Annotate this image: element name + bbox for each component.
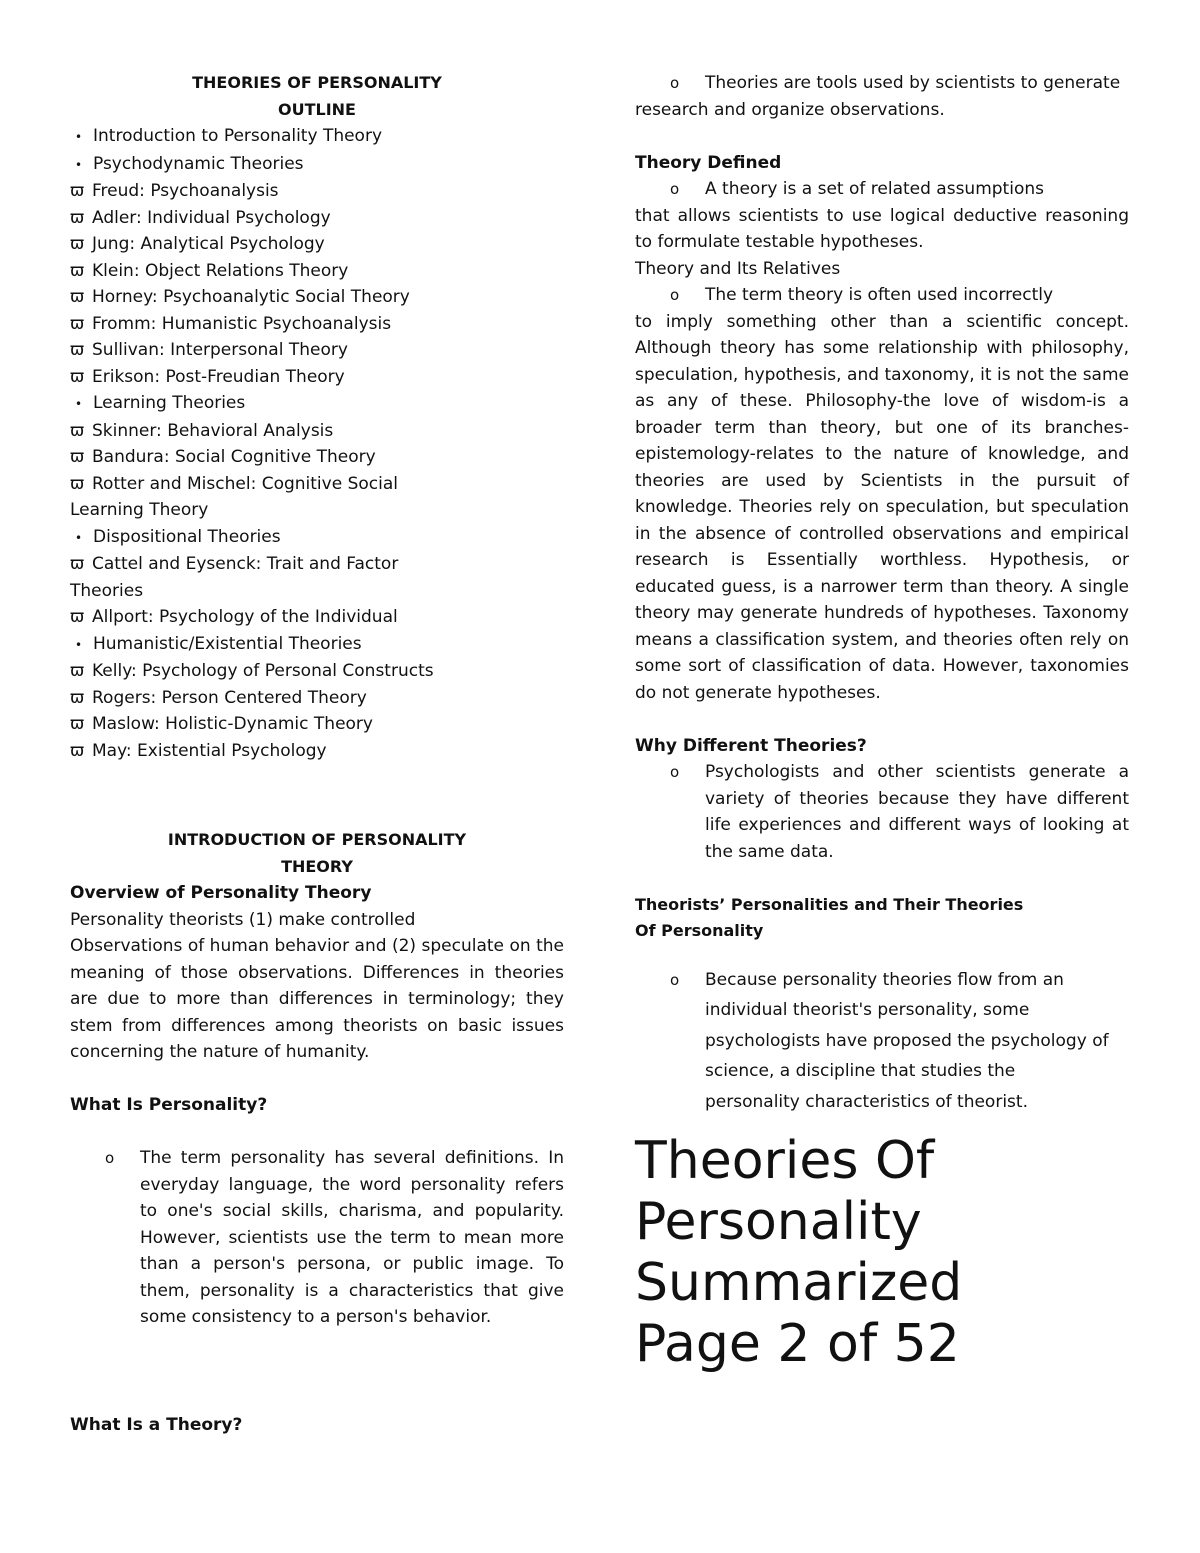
outline-item-text: Maslow: Holistic-Dynamic Theory bbox=[92, 714, 373, 734]
outline-item-text: Learning Theories bbox=[93, 393, 246, 413]
outline-list-item bbox=[70, 364, 564, 391]
outline-section-item bbox=[70, 390, 564, 418]
pi-bullet-icon: ϖ bbox=[70, 661, 85, 681]
outline-item-text: Kelly: Psychology of Personal Constructs bbox=[92, 661, 434, 681]
outline-item-text: Introduction to Personality Theory bbox=[93, 126, 383, 146]
outline-list-item bbox=[70, 337, 564, 364]
pi-bullet-icon: ϖ bbox=[70, 234, 85, 254]
bullet-icon: • bbox=[75, 397, 83, 411]
outline-section-item bbox=[70, 123, 564, 151]
theory-defined-title: Theory Defined bbox=[635, 152, 782, 173]
outline-list bbox=[70, 123, 564, 764]
outline-list-item bbox=[70, 471, 564, 498]
pi-bullet-icon: ϖ bbox=[70, 420, 85, 441]
pi-bullet-icon: ϖ bbox=[70, 473, 85, 494]
outline-list-item bbox=[70, 658, 564, 685]
pi-bullet-icon: ϖ bbox=[70, 740, 85, 761]
outline-item-text: Bandura: Social Cognitive Theory bbox=[92, 447, 376, 467]
pi-bullet-icon: ϖ bbox=[70, 287, 85, 307]
theories-tools-item bbox=[635, 70, 1129, 97]
outline-item-text: Psychodynamic Theories bbox=[93, 153, 304, 174]
what-is-personality-title: What Is Personality? bbox=[70, 1095, 268, 1115]
bullet-icon: • bbox=[75, 637, 83, 652]
outline-item-text: Erikson: Post-Freudian Theory bbox=[92, 366, 345, 387]
theory-defined-text: A theory is a set of related assumptions bbox=[705, 179, 1044, 199]
pi-bullet-icon: ϖ bbox=[70, 447, 85, 467]
theories-tools-text: Theories are tools used by scientists to generate bbox=[705, 73, 1121, 93]
circle-bullet-icon: o bbox=[670, 286, 680, 304]
outline-list-item bbox=[70, 258, 564, 285]
outline-list-item bbox=[70, 231, 564, 258]
theorists-title: Theorists’ Personalities and Their Theories bbox=[635, 894, 1024, 914]
outline-section-item bbox=[70, 524, 564, 552]
bullet-icon: • bbox=[75, 157, 83, 172]
intro-heading-cont: THEORY bbox=[281, 856, 353, 876]
theorists-title-cont: Of Personality bbox=[635, 921, 764, 940]
outline-item-text: Klein: Object Relations Theory bbox=[92, 260, 349, 281]
outline-item-text: Learning Theory bbox=[70, 500, 209, 520]
outline-list-item bbox=[70, 497, 564, 524]
outline-item-text: Jung: Analytical Psychology bbox=[92, 234, 325, 254]
outline-list-item bbox=[70, 551, 564, 578]
bullet-icon: • bbox=[75, 530, 83, 545]
outline-section-item bbox=[70, 631, 564, 659]
relatives-text: The term theory is often used incorrectly bbox=[705, 285, 1054, 305]
what-is-personality-item bbox=[70, 1145, 564, 1331]
outline-list-item bbox=[70, 604, 564, 631]
outline-item-text: Horney: Psychoanalytic Social Theory bbox=[92, 287, 410, 307]
pi-bullet-icon: ϖ bbox=[70, 607, 85, 627]
circle-bullet-icon: o bbox=[670, 74, 680, 92]
right-column bbox=[635, 70, 1129, 1375]
circle-bullet-icon: o bbox=[670, 970, 680, 989]
outline-item-text: Skinner: Behavioral Analysis bbox=[92, 420, 334, 441]
why-title: Why Different Theories? bbox=[635, 735, 867, 756]
why-item bbox=[635, 759, 1129, 865]
outline-item-text: Freud: Psychoanalysis bbox=[92, 181, 279, 201]
outline-title: THEORIES OF PERSONALITY bbox=[192, 73, 442, 92]
what-is-personality-text: The term personality has several definitions. In everyday language, the word personality refers to one's social skills, charisma, and popularity. However, scientists use the term to mean more than a person's persona, or public image. To them, personality is a characteristics that give some consistency to a person's behavior. bbox=[140, 1148, 564, 1327]
outline-list-item bbox=[70, 311, 564, 338]
theorists-item bbox=[635, 965, 1129, 1118]
outline-list-item bbox=[70, 418, 564, 445]
outline-list-item bbox=[70, 178, 564, 205]
pi-bullet-icon: ϖ bbox=[70, 687, 85, 708]
document-banner bbox=[635, 1131, 1129, 1375]
theories-tools-cont: research and organize observations. bbox=[635, 99, 945, 120]
banner-line-1: Theories Of bbox=[635, 1131, 935, 1191]
outline-item-text: Dispositional Theories bbox=[93, 526, 281, 547]
outline-list-item bbox=[70, 284, 564, 311]
outline-list-item bbox=[70, 685, 564, 712]
relatives-cont: to imply something other than a scientific concept. Although theory has some relationship with philosophy, speculation, hypothesis, and taxonomy, it is not the same as any of these. Philosophy-the love of wisdom-is a broader term than theory, but one of its branches-epistemology-relates to the nature of knowledge, and theories are used by Scientists in the pursuit of knowledge. Theories rely on speculation, but speculation in the absence of controlled observations and empirical research is Essentially worthless. Hypothesis, or educated guess, is a narrower term than theory. A single theory may generate hundreds of hypotheses. Taxonomy means a classification system, and theories often rely on some sort of classification of data. However, taxonomies do not generate hypotheses. bbox=[635, 311, 1129, 703]
pi-bullet-icon: ϖ bbox=[70, 313, 85, 334]
relatives-item bbox=[635, 282, 1129, 309]
outline-list-item bbox=[70, 444, 564, 471]
pi-bullet-icon: ϖ bbox=[70, 260, 85, 281]
banner-line-2: Personality bbox=[635, 1192, 922, 1252]
outline-item-text: Sullivan: Interpersonal Theory bbox=[92, 340, 348, 360]
outline-subtitle: OUTLINE bbox=[278, 99, 356, 119]
outline-item-text: May: Existential Psychology bbox=[92, 740, 327, 761]
banner-line-4: Page 2 of 52 bbox=[635, 1314, 960, 1374]
intro-heading: INTRODUCTION OF PERSONALITY bbox=[167, 830, 467, 849]
left-column bbox=[70, 70, 564, 1438]
pi-bullet-icon: ϖ bbox=[70, 181, 85, 201]
circle-bullet-icon: o bbox=[105, 1149, 115, 1167]
relatives-title: Theory and Its Relatives bbox=[635, 258, 841, 279]
outline-item-text: Rogers: Person Centered Theory bbox=[92, 687, 367, 708]
outline-item-text: Adler: Individual Psychology bbox=[92, 207, 331, 228]
outline-item-text: Allport: Psychology of the Individual bbox=[92, 607, 398, 627]
pi-bullet-icon: ϖ bbox=[70, 714, 85, 734]
theory-defined-cont: that allows scientists to use logical deductive reasoning to formulate testable hypotheses. bbox=[635, 205, 1129, 252]
pi-bullet-icon: ϖ bbox=[70, 554, 85, 574]
bullet-icon: • bbox=[75, 130, 83, 144]
overview-title: Overview of Personality Theory bbox=[70, 883, 372, 903]
circle-bullet-icon: o bbox=[670, 180, 680, 198]
pi-bullet-icon: ϖ bbox=[70, 340, 85, 360]
theory-defined-item bbox=[635, 176, 1129, 203]
pi-bullet-icon: ϖ bbox=[70, 366, 85, 387]
outline-list-item bbox=[70, 205, 564, 232]
overview-line-1: Personality theorists (1) make controlled bbox=[70, 909, 416, 930]
banner-line-3: Summarized bbox=[635, 1253, 963, 1313]
outline-list-item bbox=[70, 711, 564, 738]
outline-item-text: Fromm: Humanistic Psychoanalysis bbox=[92, 313, 392, 334]
outline-item-text: Rotter and Mischel: Cognitive Social bbox=[92, 473, 398, 494]
outline-list-item bbox=[70, 578, 564, 605]
theorists-text: Because personality theories flow from an individual theorist's personality, some psychologists have proposed the psychology of science, a discipline that studies the personality characteristics of theorist. bbox=[705, 969, 1109, 1112]
outline-item-text: Theories bbox=[70, 580, 144, 601]
outline-section-item bbox=[70, 151, 564, 179]
outline-item-text: Humanistic/Existential Theories bbox=[93, 633, 362, 654]
what-is-theory-title: What Is a Theory? bbox=[70, 1414, 243, 1435]
overview-paragraph: Observations of human behavior and (2) speculate on the meaning of those observations. Differences in theories are due to more than differences in terminology; they stem from differences among theorists on basic issues concerning the nature of humanity. bbox=[70, 936, 564, 1062]
outline-item-text: Cattel and Eysenck: Trait and Factor bbox=[92, 554, 399, 574]
pi-bullet-icon: ϖ bbox=[70, 207, 85, 228]
why-text: Psychologists and other scientists generate a variety of theories because they have different life experiences and different ways of looking at the same data. bbox=[705, 762, 1129, 862]
circle-bullet-icon: o bbox=[670, 763, 680, 781]
outline-list-item bbox=[70, 738, 564, 765]
